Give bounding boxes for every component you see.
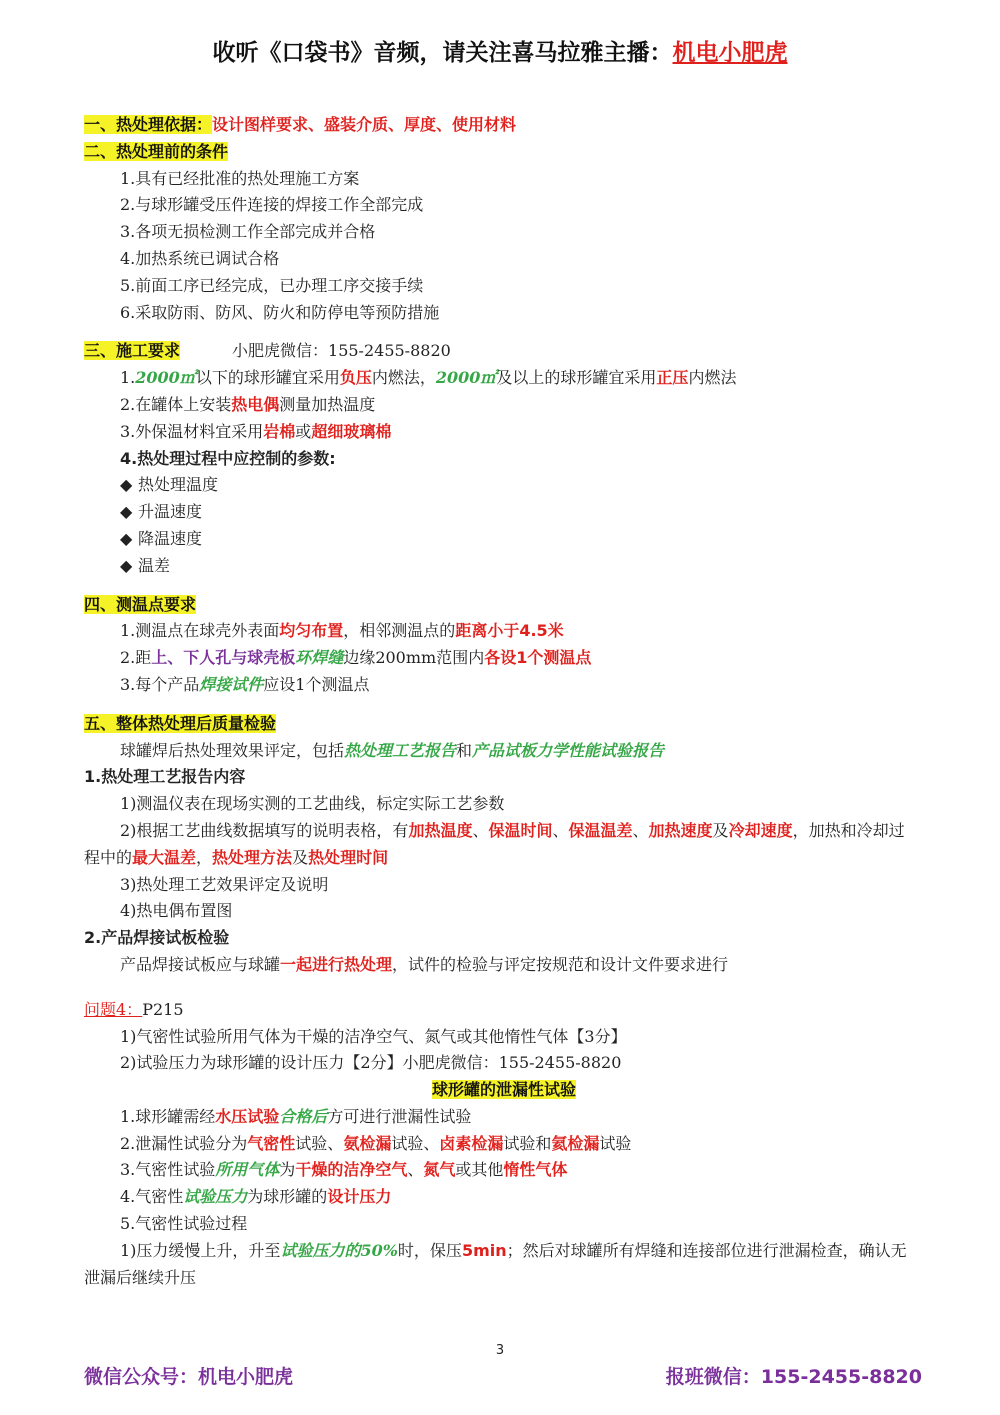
section-1-heading: 一、热处理依据： (84, 115, 213, 134)
list-item: 1)测温仪表在现场实测的工艺曲线，标定实际工艺参数 (120, 794, 505, 814)
page-reference: P215 (142, 999, 184, 1019)
list-item: 3.每个产品焊接试件应设1个测温点 (120, 674, 370, 694)
section-3 (84, 338, 924, 365)
list-item: 1.具有已经批准的热处理施工方案 (120, 168, 360, 188)
section-1 (84, 112, 924, 139)
question-4 (84, 997, 924, 1024)
document-body (84, 112, 924, 1291)
list-item: 2.在罐体上安装热电偶测量加热温度 (120, 394, 376, 414)
wechat-note: 小肥虎微信：155-2455-8820 (232, 341, 451, 361)
list-item: 1.测温点在球壳外表面均匀布置，相邻测温点的距离小于4.5米 (120, 621, 564, 641)
question-label: 问题4： (84, 999, 143, 1019)
list-item: 1.球形罐需经水压试验合格后方可进行泄漏性试验 (120, 1106, 472, 1126)
section-2 (84, 139, 924, 166)
footer-official-account: 微信公众号：机电小肥虎 (84, 1366, 294, 1388)
diamond-bullet-icon: ◆ (120, 475, 133, 495)
list-item: 3.气密性试验所用气体为干燥的洁净空气、氮气或其他惰性气体 (120, 1160, 568, 1180)
subsection-heading: 1.热处理工艺报告内容 (84, 767, 246, 787)
footer-wechat-contact: 报班微信：155-2455-8820 (665, 1366, 922, 1388)
subsection-heading: 2.产品焊接试板检验 (84, 928, 230, 948)
section-4-heading: 四、测温点要求 (84, 594, 197, 614)
list-item: 3.各项无损检测工作全部完成并合格 (120, 222, 376, 242)
answer-item: 1)气密性试验所用气体为干燥的洁净空气、氮气或其他惰性气体【3分】 (120, 1026, 627, 1046)
section-5-heading: 五、整体热处理后质量检验 (84, 713, 277, 733)
list-item: 4.加热系统已调试合格 (120, 248, 280, 268)
brand-link[interactable]: 机电小肥虎 (672, 40, 788, 66)
page-number: 3 (495, 1343, 505, 1358)
list-item: 4.热处理过程中应控制的参数: (120, 448, 336, 468)
leak-test-title-row (84, 1077, 924, 1104)
diamond-bullet-icon: ◆ (120, 528, 133, 548)
leak-test-title: 球形罐的泄漏性试验 (431, 1080, 576, 1100)
diamond-bullet-icon: ◆ (120, 502, 133, 522)
list-item: 1)压力缓慢上升，升至试验压力的50%时，保压5min；然后对球罐所有焊缝和连接部位进行泄漏检查，确认无泄漏后继续升压 (84, 1240, 907, 1287)
list-item: 2)根据工艺曲线数据填写的说明表格，有加热温度、保温时间、保温温差、加热速度及冷却速度，加热和冷却过程中的最大温差，热处理方法及热处理时间 (84, 820, 905, 867)
paragraph: 产品焊接试板应与球罐一起进行热处理，试件的检验与评定按规范和设计文件要求进行 (120, 954, 729, 974)
section-5 (84, 711, 924, 738)
diamond-bullet-icon: ◆ (120, 555, 133, 575)
page-title (0, 34, 1000, 67)
section-5-intro: 球罐焊后热处理效果评定，包括热处理工艺报告和产品试板力学性能试验报告 (120, 740, 665, 760)
title-prefix: 收听《口袋书》音频，请关注喜马拉雅主播： (212, 40, 673, 66)
list-item: 1.2000㎡以下的球形罐宜采用负压内燃法，2000㎡及以上的球形罐宜采用正压内燃法 (120, 368, 737, 388)
list-item: 5.气密性试验过程 (120, 1214, 248, 1234)
section-1-content: 设计图样要求、盛装介质、厚度、使用材料 (212, 115, 517, 134)
list-item: 2.泄漏性试验分为气密性试验、氨检漏试验、卤素检漏试验和氦检漏试验 (120, 1133, 632, 1153)
list-item: 5.前面工序已经完成，已办理工序交接手续 (120, 275, 424, 295)
section-4 (84, 592, 924, 619)
param-item: ◆ 降温速度 (84, 526, 924, 553)
list-item: 2.距上、下人孔与球壳板环焊缝边缘200mm范围内各设1个测温点 (120, 648, 592, 668)
param-item: ◆ 温差 (84, 553, 924, 580)
list-item: 4.气密性试验压力为球形罐的设计压力 (120, 1187, 392, 1207)
list-item: 4)热电偶布置图 (120, 901, 233, 921)
param-item: ◆ 热处理温度 (84, 472, 924, 499)
list-item: 6.采取防雨、防风、防火和防停电等预防措施 (120, 302, 440, 322)
answer-item: 2)试验压力为球形罐的设计压力【2分】小肥虎微信：155-2455-8820 (120, 1053, 622, 1073)
list-item: 2.与球形罐受压件连接的焊接工作全部完成 (120, 195, 424, 215)
list-item: 3.外保温材料宜采用岩棉或超细玻璃棉 (120, 421, 392, 441)
list-item: 3)热处理工艺效果评定及说明 (120, 874, 329, 894)
section-2-heading: 二、热处理前的条件 (84, 141, 229, 161)
param-item: ◆ 升温速度 (84, 499, 924, 526)
section-3-heading: 三、施工要求 (84, 341, 181, 361)
